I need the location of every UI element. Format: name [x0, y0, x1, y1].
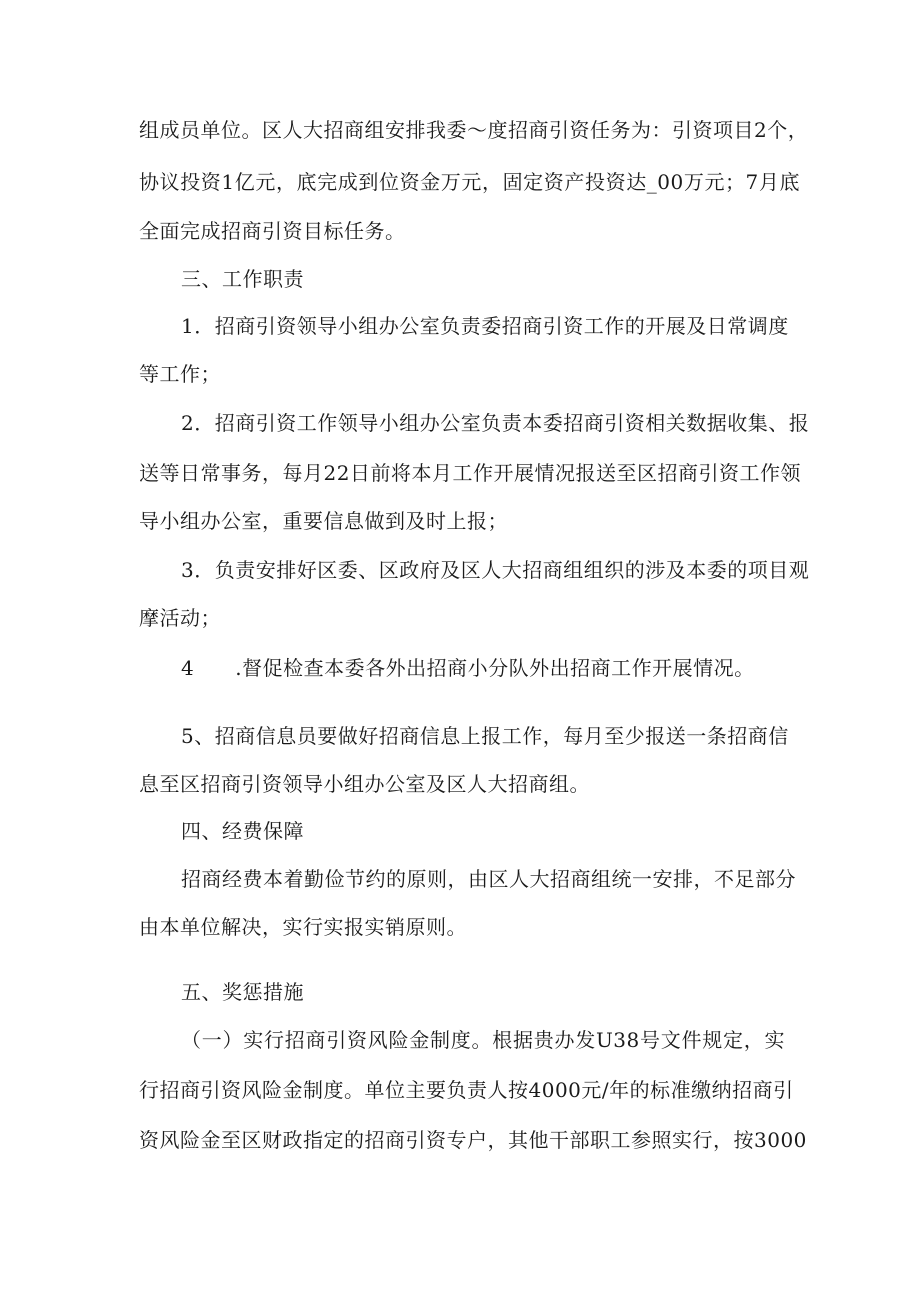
- section-heading: 五、奖惩措施: [181, 980, 304, 1004]
- text-line: 5、招商信息员要做好招商信息上报工作，每月至少报送一条招商信: [181, 724, 789, 748]
- text-line: 摩活动；: [139, 606, 221, 630]
- section-heading: 三、工作职责: [181, 267, 304, 291]
- text-line: 全面完成招商引资目标任务。: [139, 219, 406, 243]
- text-line: 组成员单位。区人大招商组安排我委～度招商引资任务为：引资项目2个，: [139, 118, 809, 142]
- text-line: 招商经费本着勤俭节约的原则，由区人大招商组统一安排，不足部分: [181, 867, 796, 891]
- text-line: 导小组办公室，重要信息做到及时上报；: [139, 509, 508, 533]
- text-line: 4 .督促检查本委各外出招商小分队外出招商工作开展情况。: [181, 656, 755, 680]
- section-heading: 四、经费保障: [181, 819, 304, 843]
- text-line: 1．招商引资领导小组办公室负责委招商引资工作的开展及日常调度: [181, 314, 789, 338]
- text-line: 3．负责安排好区委、区政府及区人大招商组组织的涉及本委的项目观: [181, 558, 810, 582]
- text-line: 2．招商引资工作领导小组办公室负责本委招商引资相关数据收集、报: [181, 411, 810, 435]
- text-line: 由本单位解决，实行实报实销原则。: [139, 915, 467, 939]
- text-line: 送等日常事务，每月22日前将本月工作开展情况报送至区招商引资工作领: [139, 461, 801, 485]
- text-line: 息至区招商引资领导小组办公室及区人大招商组。: [139, 772, 590, 796]
- text-line: 资风险金至区财政指定的招商引资专户，其他干部职工参照实行，按3000: [139, 1128, 807, 1152]
- text-line: 行招商引资风险金制度。单位主要负责人按4000元/年的标准缴纳招商引: [139, 1078, 794, 1102]
- text-line: 协议投资1亿元，底完成到位资金万元，固定资产投资达_00万元；7月底: [139, 170, 800, 194]
- text-line: （一）实行招商引资风险金制度。根据贵办发U38号文件规定，实: [181, 1028, 785, 1052]
- text-line: 等工作；: [139, 362, 221, 386]
